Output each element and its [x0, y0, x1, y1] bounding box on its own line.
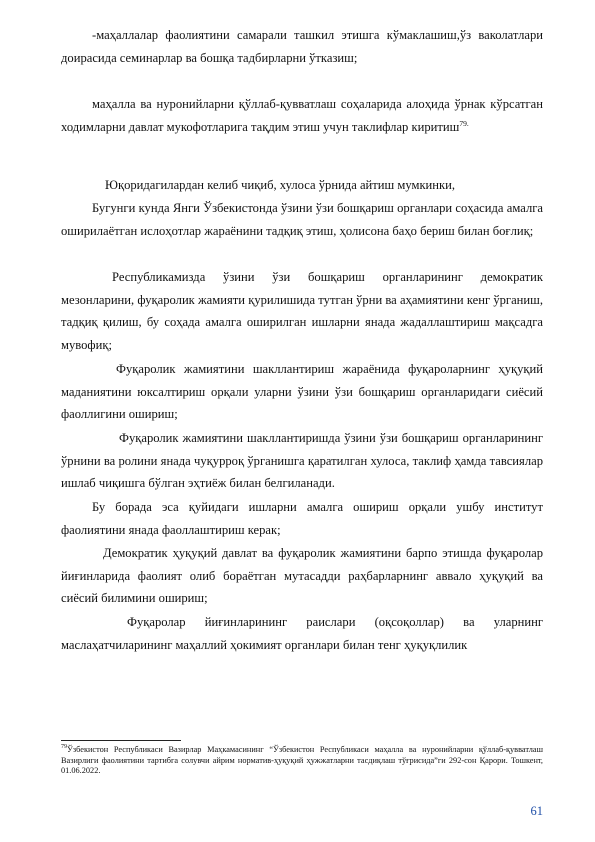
- paragraph-1: -маҳаллалар фаолиятини самарали ташкил этишга кўмаклашиш,ўз ваколатлари доирасида семинарлар ва бошқа тадбирларни ўтказиш;: [61, 28, 543, 65]
- paragraph-4: Бугунги кунда Янги Ўзбекистонда ўзини ўзи бошқариш органлари соҳасида амалга оширилаётган ислоҳотлар жараёнини тадқиқ этиш, ҳолисона баҳо бериш билан боғлиқ;: [61, 201, 543, 238]
- paragraph-2: [61, 93, 543, 138]
- paragraph-10: Фуқаролар йиғинларининг раислари (оқсоқоллар) ва уларнинг маслаҳатчиларининг маҳаллий ҳокимият органлари билан тенг ҳуқуқлилик: [61, 615, 543, 652]
- paragraph-3: Юқоридагилардан келиб чиқиб, хулоса ўрнида айтиш мумкинки,: [105, 178, 456, 192]
- paragraph-8: Бу борада эса қуйидаги ишларни амалга ошириш орқали ушбу институт фаолиятини янада фаоллаштириш керак;: [61, 500, 543, 537]
- paragraph-7: Фуқаролик жамиятини шакллантиришда ўзини ўзи бошқариш органларининг ўрнини ва ролини янада чуқурроқ ўрганишга қаратилган хулоса, таклиф ҳамда тавсиялар ишлаб чиқишга бўлган эҳтиёж билан белгиланади.: [61, 431, 543, 491]
- footnote-number: 79: [61, 744, 67, 751]
- paragraph-2-text: маҳалла ва нуронийларни қўллаб-қувватлаш соҳаларида алоҳида ўрнак кўрсатган ходимларни давлат мукофотларига тақдим этиш учун таклифлар киритиш: [61, 97, 543, 134]
- paragraph-6: Фуқаролик жамиятини шакллантириш жараёнида фуқароларнинг ҳуқуқий маданиятини юксалтириш орқали уларни ўзини ўзи бошқариш органларидаги сиёсий фаоллигини ошириш;: [61, 362, 543, 422]
- paragraph-5: Республикамизда ўзини ўзи бошқариш органларининг демократик мезонларини, фуқаролик жамияти қурилишида тутган ўрни ва аҳамиятини кенг ўрганиш, тадқиқ қилиш, бу соҳада амалга оширилган ишларни янада жадаллаштириш мақсадга мувофиқ;: [61, 270, 543, 352]
- footnote-separator: [61, 740, 181, 741]
- page-number: 61: [530, 804, 543, 818]
- footnote: [61, 745, 543, 777]
- paragraph-9: Демократик ҳуқуқий давлат ва фуқаролик жамиятини барпо этишда фуқаролар йиғинларида фаолият олиб бораётган мутасадди раҳбарларнинг аввало ҳуқуқий ва сиёсий билимини ошириш;: [61, 546, 543, 606]
- footnote-text: Ўзбекистон Республикаси Вазирлар Маҳкамасининг “Ўзбекистон Республикаси маҳалла ва нуронийларни қўллаб-қувватлаш Вазирлиги фаолиятини тартибга солувчи айрим норматив-ҳуқуқий ҳужжатларни тасдиқлаш тўғрисида”ги 292-сон Қарори. Тошкент, 01.06.2022.: [61, 745, 543, 776]
- footnote-reference: 79.: [459, 118, 469, 128]
